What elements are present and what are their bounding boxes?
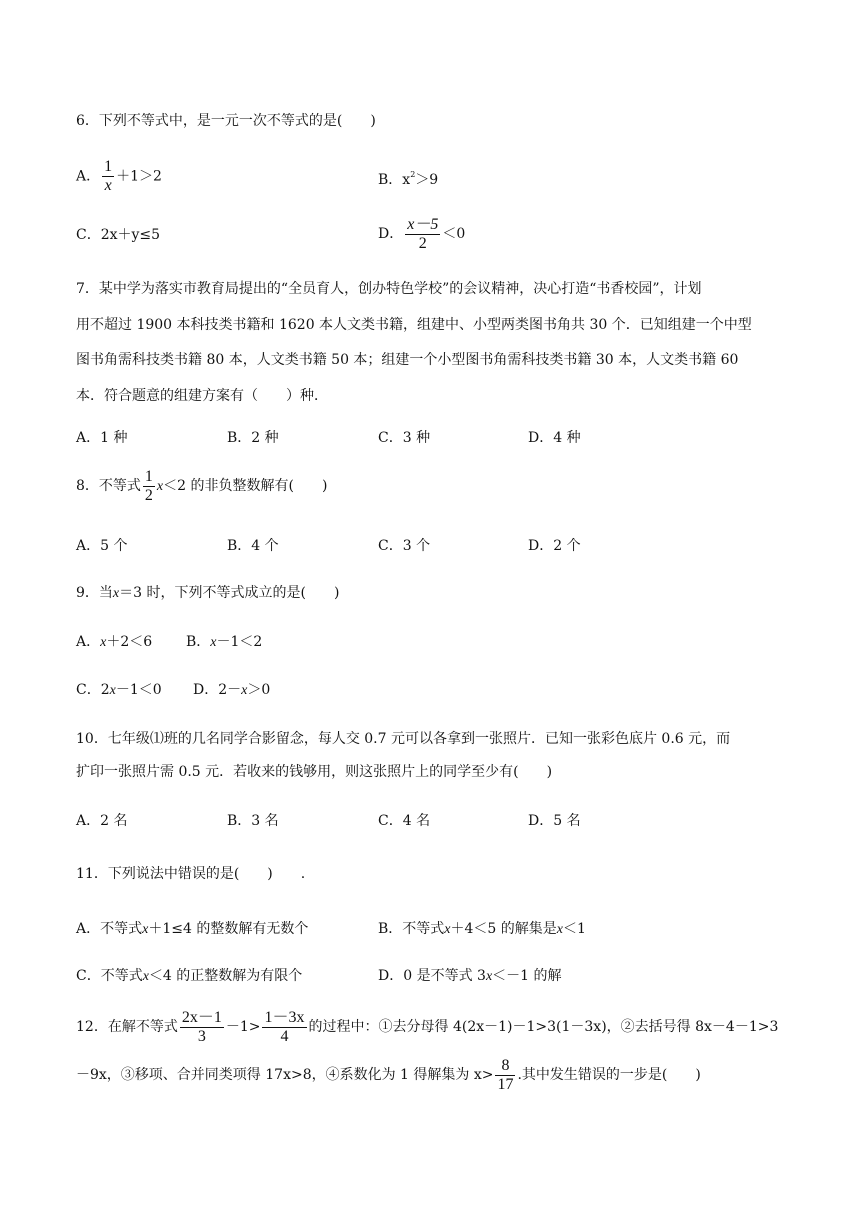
option-label: A．	[76, 634, 101, 650]
numerator: x－5	[407, 215, 439, 233]
variable: x	[156, 479, 164, 494]
q11-stem: 11．下列说法中错误的是( ) .	[76, 866, 306, 882]
variable: x	[142, 922, 149, 937]
q7-line-2: 用不超过 1900 本科技类书籍和 1620 本人文类书籍，组建中、小型两类图书角共 30 个．已知组建一个中型	[76, 317, 752, 333]
numerator: 2x－1	[181, 1008, 222, 1026]
stem-prefix: 8．不等式	[76, 478, 141, 494]
option-tail: －1＜2	[216, 634, 263, 650]
stem-part: 9．当	[76, 585, 113, 601]
variable: x	[112, 586, 120, 601]
stem-tail: ＜2 的非负整数解有( )	[163, 478, 328, 494]
q7-line-3: 图书角需科技类书籍 80 本，人文类书籍 50 本；组建一个小型图书角需科技类书籍 30 本，人文类书籍 60	[76, 352, 739, 368]
q6-option-a	[76, 158, 162, 195]
stem-part: ＝3 时，下列不等式成立的是( )	[119, 585, 340, 601]
q10-line-2: 扩印一张照片需 0.5 元．若收来的钱够用，则这张照片上的同学至少有( )	[76, 764, 553, 780]
fraction	[102, 158, 114, 195]
option-mid: ＋4＜5 的解集是	[450, 921, 557, 937]
stem-line-2: －9x，③移项、合并同类项得 17x>8，④系数化为 1 得解集为 x>	[76, 1067, 494, 1083]
q9-option-d	[193, 680, 270, 701]
numerator: 8	[495, 1057, 515, 1076]
numerator: 1－3x	[264, 1008, 305, 1026]
fraction-3	[495, 1057, 515, 1094]
option-tail: ＋1＞2	[116, 168, 162, 185]
q11-option-c	[76, 966, 302, 987]
q6-option-b	[378, 165, 438, 190]
option-label: D．0 是不等式 3	[378, 968, 486, 984]
q10-option-d: D．5 名	[528, 813, 581, 829]
q6-option-c: C．2x＋y≤5	[76, 227, 161, 243]
variable: x	[142, 969, 149, 984]
option-tail: ＋2＜6	[106, 634, 153, 650]
exponent: 2	[410, 170, 416, 179]
q7-option-b: B．2 种	[227, 430, 279, 446]
option-label: D．2－	[193, 682, 242, 698]
stem-prefix: 12．在解不等式	[76, 1019, 178, 1035]
stem-mid: －1>	[225, 1019, 261, 1035]
option-label: B．	[186, 634, 211, 650]
denominator: 17	[497, 1075, 514, 1093]
option-label: D．	[378, 226, 404, 242]
numerator: 1	[144, 467, 153, 485]
q8-stem	[76, 466, 327, 507]
denominator: x	[104, 177, 112, 194]
denominator: 3	[197, 1027, 206, 1045]
variable: x	[444, 922, 451, 937]
option-label: C．2	[76, 682, 110, 698]
q8-option-a: A．5 个	[76, 538, 128, 554]
q8-option-c: C．3 个	[378, 538, 431, 554]
denominator: 2	[418, 234, 427, 252]
option-tail: ＞9	[415, 172, 439, 188]
numerator: 1	[104, 158, 113, 175]
option-tail: ＋1≤4 的整数解有无数个	[148, 921, 309, 937]
q12-line-2	[76, 1054, 701, 1096]
option-tail: ＞0	[247, 682, 271, 698]
option-tail: ＜－1 的解	[492, 968, 562, 984]
q7-option-c: C．3 种	[378, 430, 431, 446]
q9-stem	[76, 583, 339, 604]
option-label: C．不等式	[76, 968, 143, 984]
q7-option-a: A．1 种	[76, 430, 128, 446]
base: x	[402, 172, 411, 188]
q10-option-b: B．3 名	[227, 813, 279, 829]
stem-end: .其中发生错误的一步是( )	[517, 1067, 701, 1083]
option-label: A．	[76, 168, 101, 185]
option-tail: －1＜0	[115, 682, 162, 698]
fraction	[405, 216, 440, 253]
q8-option-d: D．2 个	[528, 538, 581, 554]
q11-option-a	[76, 919, 308, 940]
q12-line-1	[76, 1006, 778, 1048]
option-label: B．不等式	[378, 921, 445, 937]
q7-line-1: 7．某中学为落实市教育局提出的“全员育人，创办特色学校”的会议精神，决心打造“书香校园”，计划	[76, 281, 702, 297]
q10-option-a: A．2 名	[76, 813, 128, 829]
q8-option-b: B．4 个	[227, 538, 279, 554]
variable: x	[210, 635, 217, 650]
q6-option-d	[378, 214, 465, 254]
variable: x	[241, 683, 248, 698]
q9-option-a	[76, 632, 152, 653]
denominator: 4	[280, 1027, 289, 1045]
variable: x	[109, 683, 116, 698]
option-tail: ＜0	[442, 226, 466, 242]
fraction	[143, 468, 155, 505]
stem-after: 的过程中：①去分母得 4(2x－1)－1>3(1－3x)，②去括号得 8x－4－1>3	[308, 1019, 779, 1035]
q7-option-d: D．4 种	[528, 430, 581, 446]
variable: x	[485, 969, 493, 984]
q7-line-4: 本．符合题意的组建方案有（ ）种．	[76, 388, 328, 404]
q9-option-c	[76, 680, 162, 701]
option-label: A．不等式	[76, 921, 143, 937]
q11-option-b	[378, 919, 586, 940]
fraction-2	[262, 1009, 306, 1046]
option-tail: ＜1	[563, 921, 586, 937]
q6-stem: 6．下列不等式中，是一元一次不等式的是( )	[76, 113, 376, 129]
option-label: B．	[378, 172, 403, 188]
q9-option-b	[186, 632, 262, 653]
q10-line-1: 10．七年级⑴班的几名同学合影留念，每人交 0.7 元可以各拿到一张照片．已知一张彩色底片 0.6 元，而	[76, 731, 731, 747]
variable: x	[556, 922, 563, 937]
variable: x	[100, 635, 107, 650]
denominator: 2	[144, 486, 153, 504]
q10-option-c: C．4 名	[378, 813, 431, 829]
q11-option-d	[378, 966, 562, 987]
fraction-1	[180, 1009, 224, 1046]
option-tail: ＜4 的正整数解为有限个	[148, 968, 303, 984]
